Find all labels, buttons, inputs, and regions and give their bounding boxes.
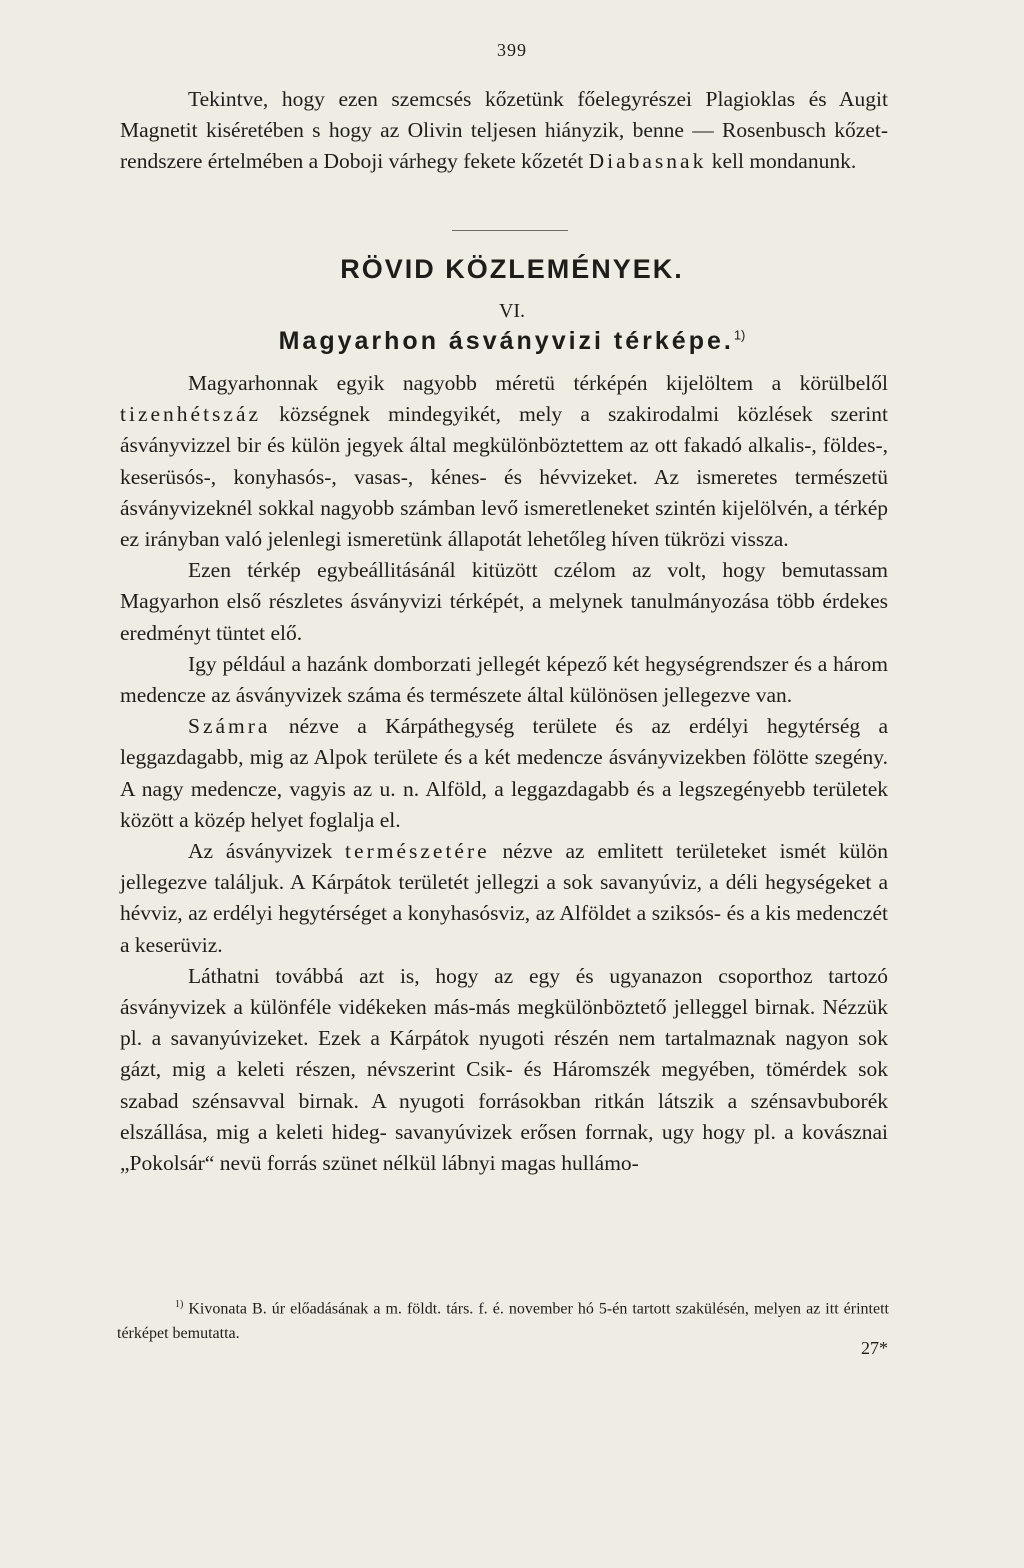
article-paragraph-1 <box>120 368 888 555</box>
section-divider <box>452 230 568 231</box>
article-paragraph-5 <box>120 836 888 961</box>
intro-text-end: kell mondanunk. <box>706 149 857 174</box>
paragraph-spaced-word: Számra <box>188 714 271 739</box>
paragraph-text: községnek mindegyikét, mely a szakirodalmi közlések szerint ásványvizzel bir és külön jegyek által megkülönböztettem az ott fakadó alkalis-, földes-, keserüsós-, konyhasós-, vasas-, kénes- és hévvizeket. Az ismeretes természetü ásványvizeknél sokkal nagyobb számban levő ismeretleneket szintén kijelölvén, a térkép ez irányban való jelenlegi ismeretünk állapotát lehetőleg híven tükrözi vissza. <box>120 402 888 552</box>
footnote-reference: 1) <box>733 327 746 343</box>
footnote-marker: 1) <box>175 1299 184 1310</box>
paragraph-text: Magyarhonnak egyik nagyobb méretü térképén kijelöltem a körülbelől <box>188 371 888 395</box>
article-title <box>0 327 1024 356</box>
paragraph-text: nézve a Kárpáthegység területe és az erdélyi hegytérség a leggazdagabb, mig az Alpok területe és a két medencze ásványvizekben fölötte szegény. A nagy medencze, vagyis az u. n. Alföld, a leggazdagabb és a legszegényebb területek között a közép helyet foglalja el. <box>120 714 888 832</box>
paragraph-spaced-word: természetére <box>345 839 490 864</box>
footnote <box>117 1292 889 1346</box>
footnote-text: Kivonata B. úr előadásának a m. földt. társ. f. é. november hó 5-én tartott szakülésén, melyen az itt érintett térképet bemutatta. <box>117 1300 889 1343</box>
paragraph-text: nézve az emlitett területeket ismét külön jellegezve találjuk. A Kárpátok területét jellegzi a sok savanyúviz, a déli hegységeket a hévviz, az erdélyi hegytérséget a konyhasósviz, az Alföldet a sziksós- és a kis medenczét a keserüviz. <box>120 839 888 957</box>
paragraph-text: Az ásványvizek <box>188 839 346 864</box>
section-number: VI. <box>498 300 526 322</box>
intro-spaced-word: Diabasnak <box>588 149 707 174</box>
article-paragraph-3: Igy például a hazánk domborzati jellegét képező két hegységrendszer és a három medencze az ásványvizek száma és természete által különösen jellegezve van. <box>120 651 888 708</box>
article-title-text: Magyarhon ásványvizi térképe. <box>278 327 734 355</box>
article-body <box>120 368 888 1179</box>
page-number: 399 <box>497 40 527 60</box>
printer-signature: 27* <box>861 1338 888 1358</box>
section-heading: RÖVID KÖZLEMÉNYEK. <box>340 254 684 284</box>
article-paragraph-2: Ezen térkép egybeállitásánál kitüzött czélom az volt, hogy bemutassam Magyarhon első részletes ásványvizi térképét, a melynek tanulmányozása több érdekes eredményt tüntet elő. <box>120 558 888 645</box>
intro-text-start: Tekintve, hogy ezen szemcsés kőzetünk főelegyrészei Plagioklas és Augit Magnetit kiséretében s hogy az Olivin teljesen hiányzik, benne — Rosenbusch kőzet-rendszere értelmében a Doboji várhegy fekete kőzetét <box>120 87 888 174</box>
article-paragraph-6: Láthatni továbbá azt is, hogy az egy és ugyanazon csoporthoz tartozó ásványvizek a különféle vidékeken más-más megkülönböztető jelleggel birnak. Nézzük pl. a savanyúvizeket. Ezek a Kárpátok nyugoti részén nem tartalmaznak nagyon sok gázt, mig a keleti részen, névszerint Csik- és Háromszék megyében, tömérdek sok szabad szénsavval birnak. A nyugoti forrásokban ritkán látszik a szénsavbuborék elszállása, mig a keleti hideg- savanyúvizek erősen forrnak, ugy hogy pl. a kovásznai „Pokolsár“ nevü forrás szünet nélkül lábnyi magas hullámo- <box>120 963 888 1176</box>
article-paragraph-4 <box>120 711 888 836</box>
intro-paragraph <box>120 84 888 178</box>
intro-paragraph-block <box>120 84 888 178</box>
paragraph-spaced-word: tizenhétszáz <box>120 402 262 427</box>
